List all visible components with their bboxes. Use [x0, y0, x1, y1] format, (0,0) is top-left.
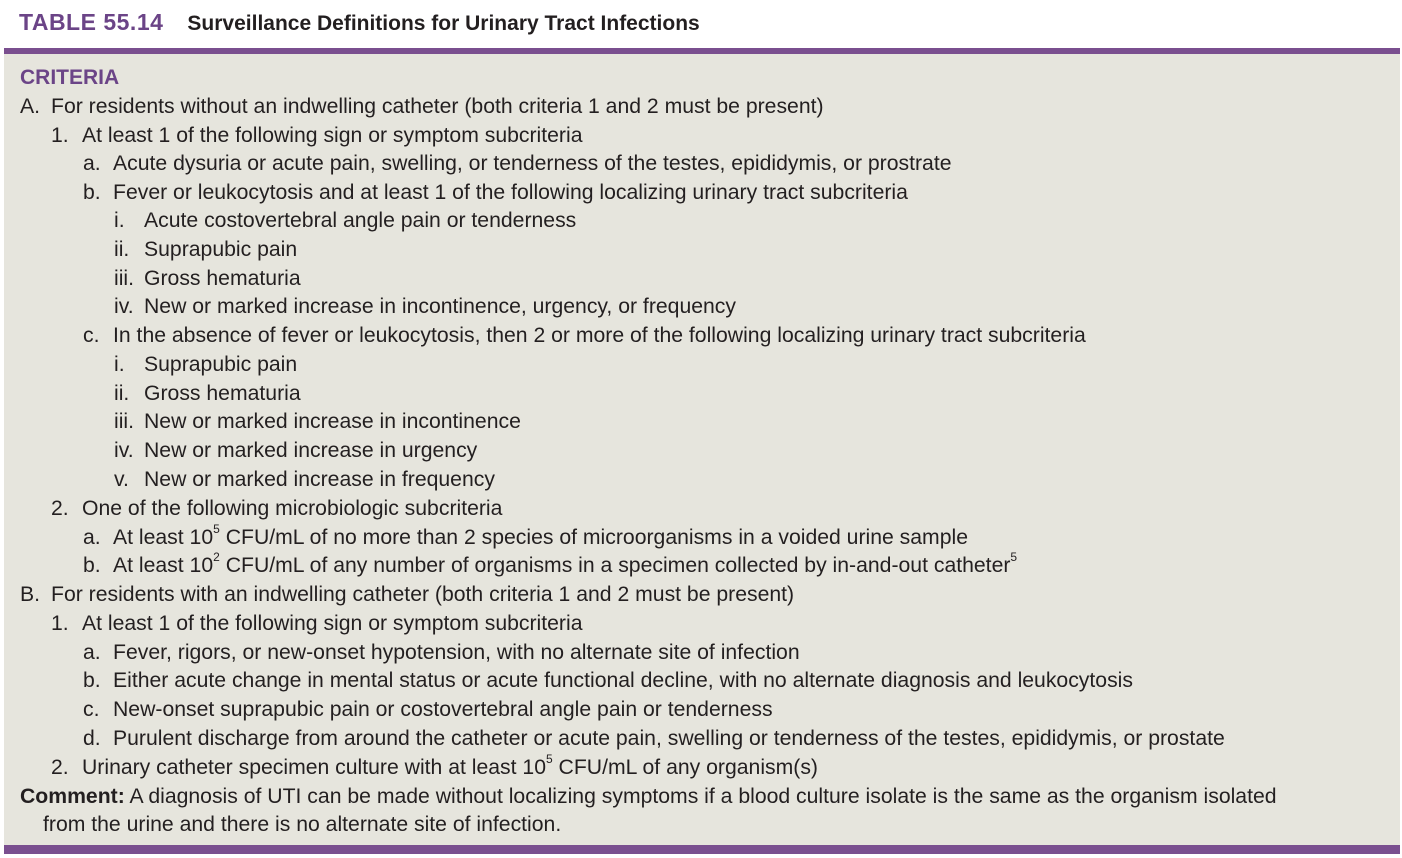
section-a-subcriterion-a: [4, 149, 1400, 178]
list-marker: iii.: [114, 267, 135, 290]
list-item-text: Either acute change in mental status or acute functional decline, with no alternate diagnosis and leukocytosis: [113, 669, 1133, 692]
criterion-text: At least 1 of the following sign or symptom subcriteria: [82, 612, 583, 635]
section-a-subcriterion-b: [4, 178, 1400, 207]
list-item-text: Suprapubic pain: [144, 353, 298, 376]
section-a-micro-subcriterion-a: [4, 523, 1400, 552]
list-marker: b.: [83, 181, 101, 204]
bottom-rule: [4, 845, 1400, 854]
criterion-text-suffix: CFU/mL of any organism(s): [552, 756, 818, 779]
list-item: [4, 350, 1400, 379]
list-item-text: New or marked increase in incontinence: [144, 410, 521, 433]
section-b-heading: [4, 580, 1400, 609]
list-marker: d.: [83, 727, 101, 750]
list-marker: 2.: [51, 497, 69, 520]
list-marker: a.: [83, 152, 101, 175]
criterion-text-prefix: Urinary catheter specimen culture with at least 10: [82, 756, 546, 779]
list-marker: a.: [83, 526, 101, 549]
criterion-text: One of the following microbiologic subcriteria: [82, 497, 503, 520]
list-item: [4, 292, 1400, 321]
table-number: TABLE 55.14: [19, 9, 164, 35]
list-item: [4, 724, 1400, 753]
list-item-text: New or marked increase in frequency: [144, 468, 495, 491]
criteria-panel: [4, 54, 1400, 845]
list-item-text: Gross hematuria: [144, 267, 301, 290]
list-item: [4, 379, 1400, 408]
list-item-text: Acute costovertebral angle pain or tenderness: [144, 209, 577, 232]
table-caption: [19, 9, 700, 41]
subcriterion-text: In the absence of fever or leukocytosis, then 2 or more of the following localizing urinary tract subcriteria: [113, 324, 1086, 347]
subcriterion-text: Fever or leukocytosis and at least 1 of the following localizing urinary tract subcriteria: [113, 181, 908, 204]
list-marker: b.: [83, 669, 101, 692]
list-marker: b.: [83, 554, 101, 577]
subcriterion-text-prefix: At least 10: [113, 554, 214, 577]
list-marker: i.: [114, 209, 125, 232]
section-a-criterion-2: [4, 494, 1400, 523]
exponent: 5: [213, 521, 220, 536]
list-marker: c.: [83, 698, 100, 721]
list-item: [4, 235, 1400, 264]
comment-line-2: [4, 810, 1400, 839]
subcriterion-text-suffix: CFU/mL of no more than 2 species of microorganisms in a voided urine sample: [219, 526, 968, 549]
section-a-subcriterion-c: [4, 321, 1400, 350]
list-marker: c.: [83, 324, 100, 347]
comment-text-continued: from the urine and there is no alternate site of infection.: [43, 813, 562, 836]
list-marker: 1.: [51, 124, 69, 147]
list-item-text: Suprapubic pain: [144, 238, 298, 261]
list-item: [4, 465, 1400, 494]
section-b-criterion-2: [4, 753, 1400, 782]
exponent: 5: [545, 751, 553, 766]
list-marker: v.: [114, 468, 129, 491]
list-marker: B.: [20, 583, 41, 606]
comment-label: Comment:: [20, 785, 125, 808]
list-item: [4, 695, 1400, 724]
list-item: [4, 407, 1400, 436]
list-marker: 1.: [51, 612, 69, 635]
section-a-heading: [4, 92, 1400, 121]
list-item-text: Purulent discharge from around the catheter or acute pain, swelling or tenderness of the testes, epididymis, or prostate: [113, 727, 1225, 750]
section-a-micro-subcriterion-b: [4, 551, 1400, 580]
list-marker: iii.: [114, 410, 135, 433]
subcriterion-text-prefix: At least 10: [113, 526, 214, 549]
list-item: [4, 666, 1400, 695]
subcriterion-text: Acute dysuria or acute pain, swelling, or tenderness of the testes, epididymis, or prostrate: [113, 152, 952, 175]
comment-line-1: [4, 782, 1400, 811]
list-marker: a.: [83, 641, 101, 664]
section-b-text: For residents with an indwelling catheter (both criteria 1 and 2 must be present): [51, 583, 795, 606]
list-item: [4, 264, 1400, 293]
list-item: [4, 206, 1400, 235]
list-marker: i.: [114, 353, 125, 376]
list-marker: ii.: [114, 382, 130, 405]
reference-superscript: 5: [1010, 549, 1018, 564]
list-marker: 2.: [51, 756, 69, 779]
list-marker: ii.: [114, 238, 130, 261]
list-marker: A.: [20, 95, 41, 118]
list-item-text: New-onset suprapubic pain or costovertebral angle pain or tenderness: [113, 698, 773, 721]
criterion-text: At least 1 of the following sign or symptom subcriteria: [82, 124, 583, 147]
list-item-text: New or marked increase in urgency: [144, 439, 478, 462]
subcriterion-text-suffix: CFU/mL of any number of organisms in a specimen collected by in-and-out catheter: [219, 554, 1011, 577]
list-item-text: Fever, rigors, or new-onset hypotension, with no alternate site of infection: [113, 641, 800, 664]
comment-text: A diagnosis of UTI can be made without localizing symptoms if a blood culture isolate is the same as the organism isolated: [129, 785, 1277, 808]
list-marker: iv.: [114, 439, 134, 462]
list-item: [4, 436, 1400, 465]
table-title: Surveillance Definitions for Urinary Tract Infections: [187, 12, 700, 35]
list-marker: iv.: [114, 295, 134, 318]
list-item-text: Gross hematuria: [144, 382, 301, 405]
section-a-criterion-1: [4, 121, 1400, 150]
criteria-heading: CRITERIA: [20, 66, 120, 89]
section-b-criterion-1: [4, 609, 1400, 638]
list-item: [4, 638, 1400, 667]
exponent: 2: [213, 549, 220, 564]
list-item-text: New or marked increase in incontinence, urgency, or frequency: [144, 295, 736, 318]
section-a-text: For residents without an indwelling catheter (both criteria 1 and 2 must be present): [51, 95, 824, 118]
